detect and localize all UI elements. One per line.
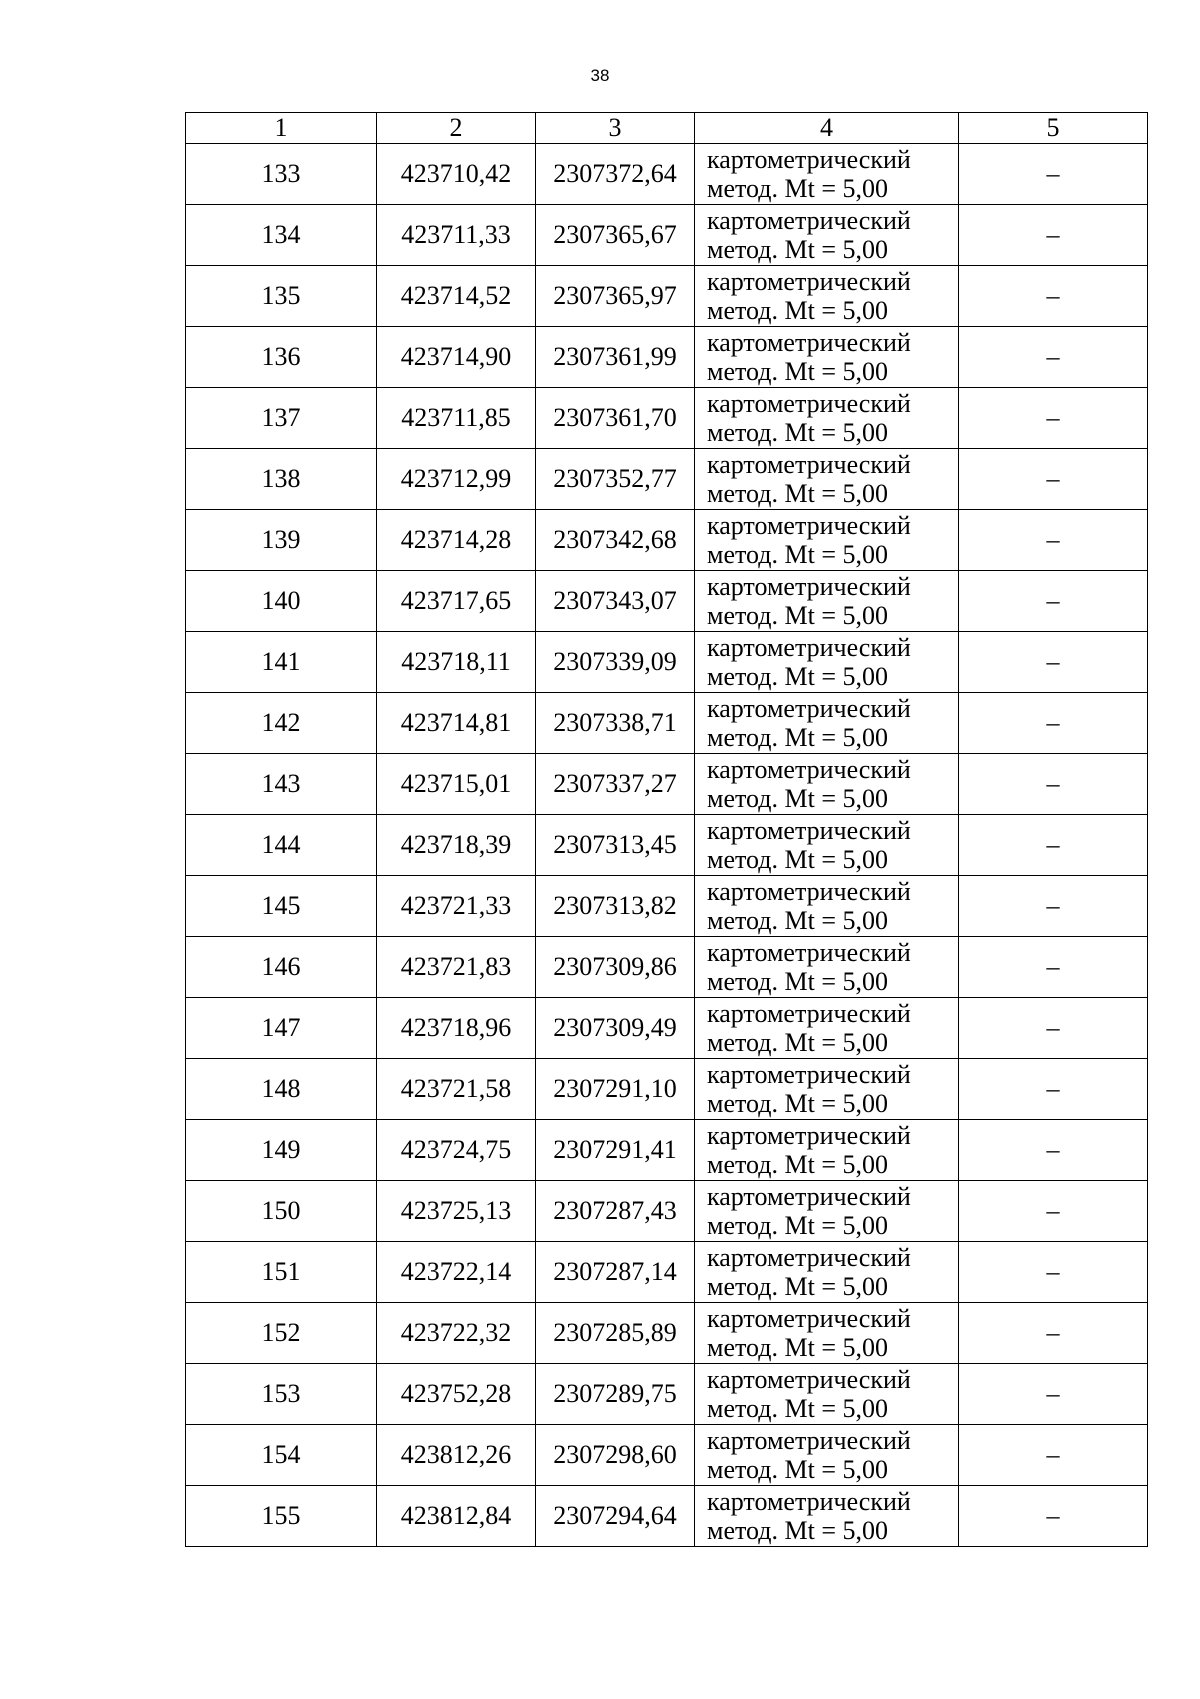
point-number-cell: 141 <box>186 632 377 693</box>
table-row <box>186 1486 1148 1547</box>
method-line-1: картометрический <box>707 633 911 662</box>
table-row <box>186 1181 1148 1242</box>
method-line-2: метод. Mt = 5,00 <box>707 1516 888 1545</box>
y-coordinate-cell: 2307313,45 <box>536 815 695 876</box>
note-cell: – <box>959 205 1148 266</box>
method-line-1: картометрический <box>707 1304 911 1333</box>
method-cell <box>695 1242 959 1303</box>
method-cell <box>695 327 959 388</box>
header-col-5: 5 <box>959 113 1148 144</box>
table-row <box>186 876 1148 937</box>
method-line-2: метод. Mt = 5,00 <box>707 723 888 752</box>
table-row <box>186 632 1148 693</box>
page-number: 38 <box>590 66 610 85</box>
y-coordinate-cell: 2307291,41 <box>536 1120 695 1181</box>
note-cell: – <box>959 937 1148 998</box>
x-coordinate-cell: 423718,11 <box>377 632 536 693</box>
point-number-cell: 153 <box>186 1364 377 1425</box>
x-coordinate-cell: 423714,81 <box>377 693 536 754</box>
x-coordinate-cell: 423752,28 <box>377 1364 536 1425</box>
method-cell <box>695 693 959 754</box>
method-cell <box>695 388 959 449</box>
method-cell <box>695 998 959 1059</box>
y-coordinate-cell: 2307287,43 <box>536 1181 695 1242</box>
header-col-4: 4 <box>695 113 959 144</box>
method-cell <box>695 1486 959 1547</box>
x-coordinate-cell: 423711,85 <box>377 388 536 449</box>
method-cell <box>695 1303 959 1364</box>
method-line-1: картометрический <box>707 1426 911 1455</box>
x-coordinate-cell: 423812,26 <box>377 1425 536 1486</box>
header-col-1: 1 <box>186 113 377 144</box>
method-line-2: метод. Mt = 5,00 <box>707 174 888 203</box>
method-line-2: метод. Mt = 5,00 <box>707 845 888 874</box>
method-line-2: метод. Mt = 5,00 <box>707 1028 888 1057</box>
method-cell <box>695 510 959 571</box>
method-line-2: метод. Mt = 5,00 <box>707 784 888 813</box>
method-cell <box>695 1364 959 1425</box>
method-line-2: метод. Mt = 5,00 <box>707 601 888 630</box>
method-cell <box>695 266 959 327</box>
method-cell <box>695 632 959 693</box>
x-coordinate-cell: 423721,33 <box>377 876 536 937</box>
method-line-1: картометрический <box>707 1487 911 1516</box>
point-number-cell: 150 <box>186 1181 377 1242</box>
y-coordinate-cell: 2307337,27 <box>536 754 695 815</box>
method-cell <box>695 937 959 998</box>
point-number-cell: 134 <box>186 205 377 266</box>
method-line-2: метод. Mt = 5,00 <box>707 967 888 996</box>
point-number-cell: 147 <box>186 998 377 1059</box>
note-cell: – <box>959 571 1148 632</box>
method-line-1: картометрический <box>707 450 911 479</box>
x-coordinate-cell: 423712,99 <box>377 449 536 510</box>
y-coordinate-cell: 2307287,14 <box>536 1242 695 1303</box>
method-line-1: картометрический <box>707 877 911 906</box>
table-header <box>186 113 1148 144</box>
method-line-2: метод. Mt = 5,00 <box>707 1272 888 1301</box>
method-line-2: метод. Mt = 5,00 <box>707 479 888 508</box>
method-line-1: картометрический <box>707 511 911 540</box>
method-line-2: метод. Mt = 5,00 <box>707 1333 888 1362</box>
header-col-3: 3 <box>536 113 695 144</box>
table-row <box>186 510 1148 571</box>
y-coordinate-cell: 2307361,70 <box>536 388 695 449</box>
x-coordinate-cell: 423717,65 <box>377 571 536 632</box>
y-coordinate-cell: 2307365,97 <box>536 266 695 327</box>
point-number-cell: 143 <box>186 754 377 815</box>
note-cell: – <box>959 144 1148 205</box>
table-row <box>186 327 1148 388</box>
method-line-1: картометрический <box>707 755 911 784</box>
point-number-cell: 138 <box>186 449 377 510</box>
y-coordinate-cell: 2307343,07 <box>536 571 695 632</box>
y-coordinate-cell: 2307291,10 <box>536 1059 695 1120</box>
note-cell: – <box>959 1059 1148 1120</box>
y-coordinate-cell: 2307361,99 <box>536 327 695 388</box>
point-number-cell: 135 <box>186 266 377 327</box>
method-cell <box>695 205 959 266</box>
method-line-1: картометрический <box>707 816 911 845</box>
method-line-1: картометрический <box>707 999 911 1028</box>
method-cell <box>695 144 959 205</box>
note-cell: – <box>959 754 1148 815</box>
method-cell <box>695 449 959 510</box>
table-row <box>186 998 1148 1059</box>
point-number-cell: 140 <box>186 571 377 632</box>
method-cell <box>695 1120 959 1181</box>
table-row <box>186 1303 1148 1364</box>
table-row <box>186 1059 1148 1120</box>
table-row <box>186 815 1148 876</box>
note-cell: – <box>959 449 1148 510</box>
method-line-2: метод. Mt = 5,00 <box>707 296 888 325</box>
point-number-cell: 136 <box>186 327 377 388</box>
method-line-1: картометрический <box>707 1060 911 1089</box>
x-coordinate-cell: 423710,42 <box>377 144 536 205</box>
y-coordinate-cell: 2307309,49 <box>536 998 695 1059</box>
x-coordinate-cell: 423725,13 <box>377 1181 536 1242</box>
x-coordinate-cell: 423722,32 <box>377 1303 536 1364</box>
method-line-1: картометрический <box>707 267 911 296</box>
method-line-2: метод. Mt = 5,00 <box>707 1394 888 1423</box>
x-coordinate-cell: 423721,58 <box>377 1059 536 1120</box>
x-coordinate-cell: 423714,90 <box>377 327 536 388</box>
method-line-2: метод. Mt = 5,00 <box>707 235 888 264</box>
x-coordinate-cell: 423721,83 <box>377 937 536 998</box>
method-line-1: картометрический <box>707 1121 911 1150</box>
method-line-2: метод. Mt = 5,00 <box>707 357 888 386</box>
x-coordinate-cell: 423711,33 <box>377 205 536 266</box>
y-coordinate-cell: 2307289,75 <box>536 1364 695 1425</box>
method-cell <box>695 754 959 815</box>
point-number-cell: 151 <box>186 1242 377 1303</box>
note-cell: – <box>959 632 1148 693</box>
note-cell: – <box>959 1181 1148 1242</box>
note-cell: – <box>959 327 1148 388</box>
table-row <box>186 1425 1148 1486</box>
x-coordinate-cell: 423718,39 <box>377 815 536 876</box>
point-number-cell: 145 <box>186 876 377 937</box>
table-row <box>186 205 1148 266</box>
y-coordinate-cell: 2307294,64 <box>536 1486 695 1547</box>
method-line-2: метод. Mt = 5,00 <box>707 906 888 935</box>
method-line-1: картометрический <box>707 694 911 723</box>
table-row <box>186 571 1148 632</box>
table-row <box>186 449 1148 510</box>
y-coordinate-cell: 2307309,86 <box>536 937 695 998</box>
point-number-cell: 146 <box>186 937 377 998</box>
method-cell <box>695 571 959 632</box>
point-number-cell: 133 <box>186 144 377 205</box>
note-cell: – <box>959 876 1148 937</box>
y-coordinate-cell: 2307365,67 <box>536 205 695 266</box>
y-coordinate-cell: 2307372,64 <box>536 144 695 205</box>
point-number-cell: 144 <box>186 815 377 876</box>
method-line-2: метод. Mt = 5,00 <box>707 1211 888 1240</box>
method-cell <box>695 1425 959 1486</box>
method-cell <box>695 1181 959 1242</box>
method-line-1: картометрический <box>707 1182 911 1211</box>
coordinates-table <box>185 112 1148 1547</box>
table-row <box>186 388 1148 449</box>
table-body <box>186 144 1148 1547</box>
note-cell: – <box>959 693 1148 754</box>
point-number-cell: 155 <box>186 1486 377 1547</box>
method-line-1: картометрический <box>707 1365 911 1394</box>
table-row <box>186 1364 1148 1425</box>
method-line-2: метод. Mt = 5,00 <box>707 1089 888 1118</box>
note-cell: – <box>959 1242 1148 1303</box>
note-cell: – <box>959 815 1148 876</box>
note-cell: – <box>959 1120 1148 1181</box>
note-cell: – <box>959 1425 1148 1486</box>
table-row <box>186 693 1148 754</box>
point-number-cell: 139 <box>186 510 377 571</box>
y-coordinate-cell: 2307339,09 <box>536 632 695 693</box>
method-line-2: метод. Mt = 5,00 <box>707 418 888 447</box>
method-line-1: картометрический <box>707 572 911 601</box>
method-line-1: картометрический <box>707 1243 911 1272</box>
method-line-1: картометрический <box>707 145 911 174</box>
x-coordinate-cell: 423714,28 <box>377 510 536 571</box>
point-number-cell: 148 <box>186 1059 377 1120</box>
note-cell: – <box>959 1303 1148 1364</box>
point-number-cell: 149 <box>186 1120 377 1181</box>
table-row <box>186 266 1148 327</box>
note-cell: – <box>959 388 1148 449</box>
y-coordinate-cell: 2307298,60 <box>536 1425 695 1486</box>
y-coordinate-cell: 2307352,77 <box>536 449 695 510</box>
header-col-2: 2 <box>377 113 536 144</box>
method-cell <box>695 1059 959 1120</box>
method-line-1: картометрический <box>707 206 911 235</box>
point-number-cell: 154 <box>186 1425 377 1486</box>
x-coordinate-cell: 423715,01 <box>377 754 536 815</box>
method-line-1: картометрический <box>707 389 911 418</box>
note-cell: – <box>959 510 1148 571</box>
method-line-1: картометрический <box>707 328 911 357</box>
y-coordinate-cell: 2307285,89 <box>536 1303 695 1364</box>
method-line-2: метод. Mt = 5,00 <box>707 1150 888 1179</box>
table-row <box>186 1120 1148 1181</box>
note-cell: – <box>959 1364 1148 1425</box>
method-cell <box>695 876 959 937</box>
x-coordinate-cell: 423812,84 <box>377 1486 536 1547</box>
y-coordinate-cell: 2307313,82 <box>536 876 695 937</box>
table-row <box>186 754 1148 815</box>
point-number-cell: 152 <box>186 1303 377 1364</box>
table-row <box>186 144 1148 205</box>
header-row <box>186 113 1148 144</box>
x-coordinate-cell: 423722,14 <box>377 1242 536 1303</box>
table-row <box>186 1242 1148 1303</box>
x-coordinate-cell: 423724,75 <box>377 1120 536 1181</box>
y-coordinate-cell: 2307342,68 <box>536 510 695 571</box>
method-line-1: картометрический <box>707 938 911 967</box>
note-cell: – <box>959 1486 1148 1547</box>
method-cell <box>695 815 959 876</box>
x-coordinate-cell: 423718,96 <box>377 998 536 1059</box>
note-cell: – <box>959 266 1148 327</box>
method-line-2: метод. Mt = 5,00 <box>707 540 888 569</box>
point-number-cell: 137 <box>186 388 377 449</box>
table-row <box>186 937 1148 998</box>
method-line-2: метод. Mt = 5,00 <box>707 662 888 691</box>
y-coordinate-cell: 2307338,71 <box>536 693 695 754</box>
x-coordinate-cell: 423714,52 <box>377 266 536 327</box>
point-number-cell: 142 <box>186 693 377 754</box>
note-cell: – <box>959 998 1148 1059</box>
method-line-2: метод. Mt = 5,00 <box>707 1455 888 1484</box>
